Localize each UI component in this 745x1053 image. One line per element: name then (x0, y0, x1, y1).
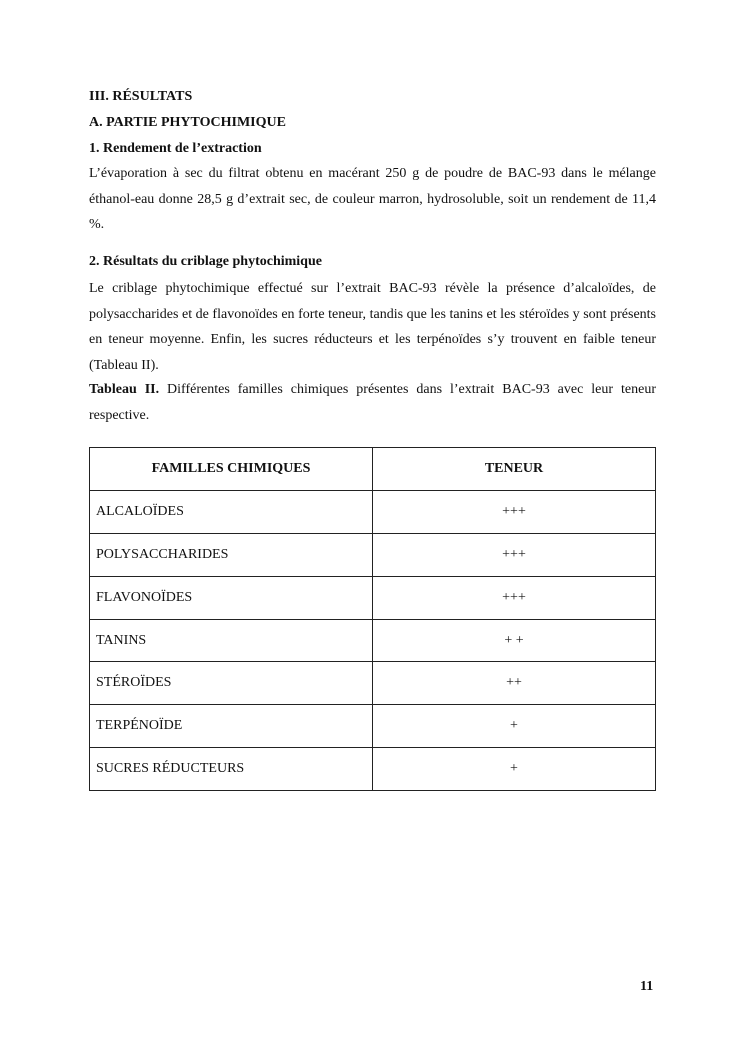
table-row (90, 490, 656, 533)
content-cell: ++ (373, 662, 656, 705)
content-cell: +++ (373, 490, 656, 533)
chemical-families-table (89, 447, 656, 791)
family-cell: TANINS (90, 619, 373, 662)
table-caption (89, 377, 656, 429)
family-cell: SUCRES RÉDUCTEURS (90, 748, 373, 791)
paragraph-extraction-yield: L’évaporation à sec du filtrat obtenu en macérant 250 g de poudre de BAC-93 dans le mélange éthanol-eau donne 28,5 g d’extrait sec, de couleur marron, hydrosoluble, soit un rendement de 11,4 %. (89, 166, 656, 233)
table-caption-label: Tableau II. (89, 382, 160, 397)
table-row (90, 662, 656, 705)
table-row (90, 748, 656, 791)
table-row (90, 576, 656, 619)
page-number: 11 (640, 979, 654, 994)
header-content: TENEUR (373, 448, 656, 491)
family-cell: FLAVONOÏDES (90, 576, 373, 619)
section-heading: III. RÉSULTATS (89, 89, 193, 104)
part-heading: A. PARTIE PHYTOCHIMIQUE (89, 115, 286, 130)
content-cell: + (373, 748, 656, 791)
content-cell: +++ (373, 576, 656, 619)
content-cell: +++ (373, 533, 656, 576)
table-caption-text: Différentes familles chimiques présentes dans l’extrait BAC-93 avec leur teneur respective. (89, 382, 656, 423)
subheading-screening-results: 2. Résultats du criblage phytochimique (89, 254, 322, 269)
family-cell: STÉROÏDES (90, 662, 373, 705)
table-row (90, 533, 656, 576)
content-cell: + (373, 705, 656, 748)
table-row (90, 619, 656, 662)
subheading-extraction-yield: 1. Rendement de l’extraction (89, 141, 262, 156)
header-families: FAMILLES CHIMIQUES (90, 448, 373, 491)
family-cell: ALCALOÏDES (90, 490, 373, 533)
content-cell: + + (373, 619, 656, 662)
family-cell: POLYSACCHARIDES (90, 533, 373, 576)
table-row (90, 705, 656, 748)
paragraph-screening-results: Le criblage phytochimique effectué sur l’extrait BAC-93 révèle la présence d’alcaloïdes, de polysaccharides et de flavonoïdes en forte teneur, tandis que les tanins et les stéroïdes y sont présents en teneur moyenne. Enfin, les sucres réducteurs et les terpénoïdes s’y trouvent en faible teneur (Tableau II). (89, 281, 656, 374)
table-header-row (90, 448, 656, 491)
family-cell: TERPÉNOÏDE (90, 705, 373, 748)
